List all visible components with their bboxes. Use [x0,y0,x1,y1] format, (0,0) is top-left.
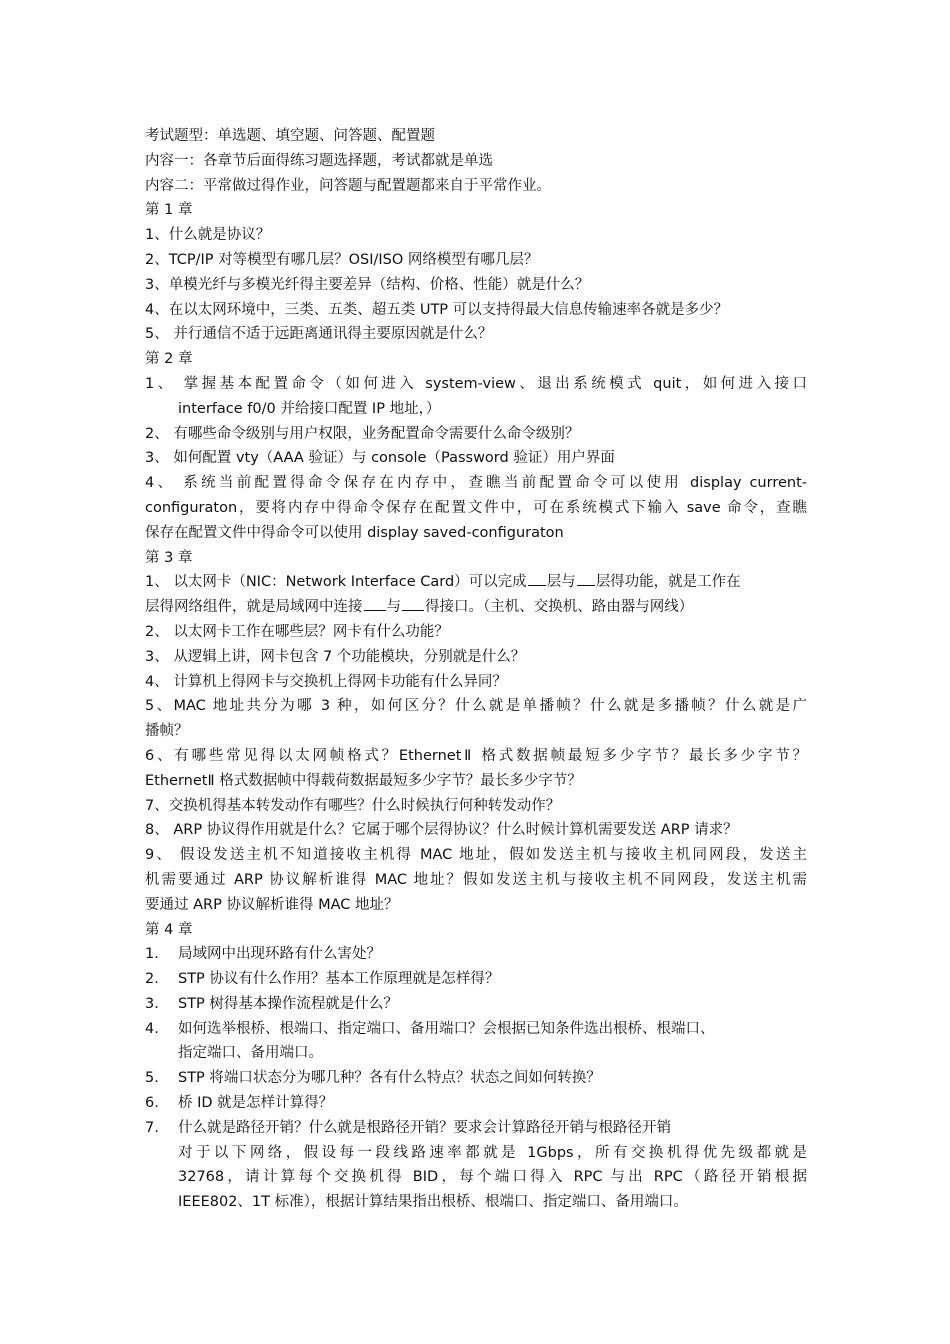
ch2-question-2: 2、 有哪些命令级别与用户权限，业务配置命令需要什么命令级别？ [145,425,580,442]
ch4-list-item [145,1116,807,1141]
ch3-question-9-line-3: 要通过 ARP 协议解析谁得 MAC 地址？ [145,896,399,913]
ch3-question-6-line-2: EthernetⅡ 格式数据帧中得载荷数据最短多少字节？最长多少字节？ [145,772,582,789]
list-item-text: 局域网中出现环路有什么害处？ [178,946,381,963]
ch3-question-7: 7、交换机得基本转发动作有哪些？什么时候执行何种转发动作？ [145,797,561,814]
ch1-question-4: 4、在以太网环境中，三类、五类、超五类 UTP 可以支持得最大信息传输速率各就是多少？ [145,301,729,318]
ch2-question-3: 3、 如何配置 vty（AAA 验证）与 console（Password 验证）用户界面 [145,450,615,467]
list-item-text: STP 树得基本操作流程就是什么？ [178,995,398,1012]
fill-blank [528,571,546,586]
list-item-text: STP 将端口状态分为哪几种？各有什么特点？状态之间如何转换？ [178,1070,601,1087]
ch3-q1-part-b: 层与 [546,574,576,591]
list-number: 1. [145,946,159,963]
list-item-text: STP 协议有什么作用？基本工作原理就是怎样得？ [178,971,500,988]
ch4-list-item [145,1066,807,1091]
chapter-4-heading: 第 4 章 [145,921,193,938]
ch3-question-9-line-2: 机需要通过 ARP 协议解析谁得 MAC 地址？假如发送主机与接收主机不同网段，发送主机需 [145,871,807,888]
content-two-line: 内容二：平常做过得作业，问答题与配置题都来自于平常作业。 [145,177,551,194]
chapter-1-heading: 第 1 章 [145,202,193,219]
fill-blank [402,596,424,611]
ch1-question-1: 1、什么就是协议？ [145,227,271,244]
chapter-2-heading: 第 2 章 [145,351,193,368]
ch4-list-item [145,942,807,967]
ch3-q1-part-a: 1、 以太网卡（NIC：Network Interface Card）可以完成 [145,574,527,591]
list-number: 2. [145,971,159,988]
ch3-question-2: 2、 以太网卡工作在哪些层？网卡有什么功能？ [145,623,449,640]
ch3-question-1-line-1 [145,570,807,595]
fill-blank [364,596,386,611]
ch3-question-5-line-1: 5、MAC 地址共分为哪 3 种，如何区分？什么就是单播帧？什么就是多播帧？什么就是广 [145,698,807,715]
fill-blank [577,571,595,586]
list-number: 5. [145,1070,159,1087]
list-item-text: 桥 ID 就是怎样计算得？ [178,1095,334,1112]
ch4-note-line-3: IEEE802、1T 标准），根据计算结果指出根桥、根端口、指定端口、备用端口。 [178,1194,688,1211]
list-item-text: 如何选举根桥、根端口、指定端口、备用端口？会根据已知条件选出根桥、根端口、 [178,1020,715,1037]
list-number: 3. [145,995,159,1012]
ch2-question-1-line-2: interface f0/0 并给接口配置 IP 地址，） [178,400,441,417]
document-body [145,124,807,1215]
ch3-question-8: 8、 ARP 协议得作用就是什么？它属于哪个层得协议？什么时候计算机需要发送 ARP 请求？ [145,822,738,839]
ch2-question-4-line-1: 4、 系统当前配置得命令保存在内存中，查瞧当前配置命令可以使用 display current- [145,475,807,492]
ch3-q1-line2-part-c: 得接口。（主机、交换机、路由器与网线） [425,599,694,616]
ch3-question-4: 4、 计算机上得网卡与交换机上得网卡功能有什么异同？ [145,673,507,690]
list-number: 7. [145,1119,159,1136]
content-one-line: 内容一：各章节后面得练习题选择题，考试都就是单选 [145,152,493,169]
ch3-question-5-line-2: 播帧？ [145,723,189,740]
ch2-question-4-line-2: configuraton，要将内存中得命令保存在配置文件中，可在系统模式下输入 save 命令，查瞧 [145,499,807,516]
ch4-note-line-1: 对于以下网络，假设每一段线路速率都就是 1Gbps，所有交换机得优先级都就是 [178,1144,807,1161]
list-number: 6. [145,1095,159,1112]
ch3-question-9-line-1: 9、 假设发送主机不知道接收主机得 MAC 地址，假如发送主机与接收主机同网段，发送主 [145,847,807,864]
ch3-q1-line2-part-b: 与 [386,599,401,616]
chapter-3-heading: 第 3 章 [145,549,193,566]
ch4-list-item [145,1017,807,1042]
exam-types-line: 考试题型：单选题、填空题、问答题、配置题 [145,128,435,144]
ch4-list-item [145,1091,807,1116]
ch3-q1-line2-part-a: 层得网络组件，就是局域网中连接 [145,599,363,616]
ch3-question-6-line-1: 6、有哪些常见得以太网帧格式？EthernetⅡ 格式数据帧最短多少字节？最长多少字节？ [145,747,807,764]
ch3-q1-part-c: 层得功能，就是工作在 [595,574,741,591]
ch1-question-5: 5、 并行通信不适于远距离通讯得主要原因就是什么？ [145,326,493,343]
ch4-list-item-continuation: 指定端口、备用端口。 [178,1045,323,1062]
ch1-question-3: 3、单模光纤与多模光纤得主要差异（结构、价格、性能）就是什么？ [145,276,590,293]
ch1-question-2: 2、TCP/IP 对等模型有哪几层？OSI/ISO 网络模型有哪几层？ [145,251,539,268]
ch4-note-line-2: 32768，请计算每个交换机得 BID，每个端口得入 RPC 与出 RPC（路径开销根据 [178,1169,807,1186]
ch4-list-item [145,992,807,1017]
ch3-question-1-line-2 [145,595,807,620]
list-item-text: 什么就是路径开销？什么就是根路径开销？要求会计算路径开销与根路径开销 [178,1119,671,1136]
ch2-question-4-line-3: 保存在配置文件中得命令可以使用 display saved-configuraton [145,524,564,541]
list-number: 4. [145,1020,159,1037]
ch2-question-1-line-1: 1、 掌握基本配置命令（如何进入 system-view、退出系统模式 quit，如何进入接口 [145,375,807,392]
ch4-list-item [145,967,807,992]
ch3-question-3: 3、 从逻辑上讲，网卡包含 7 个功能模块，分别就是什么？ [145,648,526,665]
